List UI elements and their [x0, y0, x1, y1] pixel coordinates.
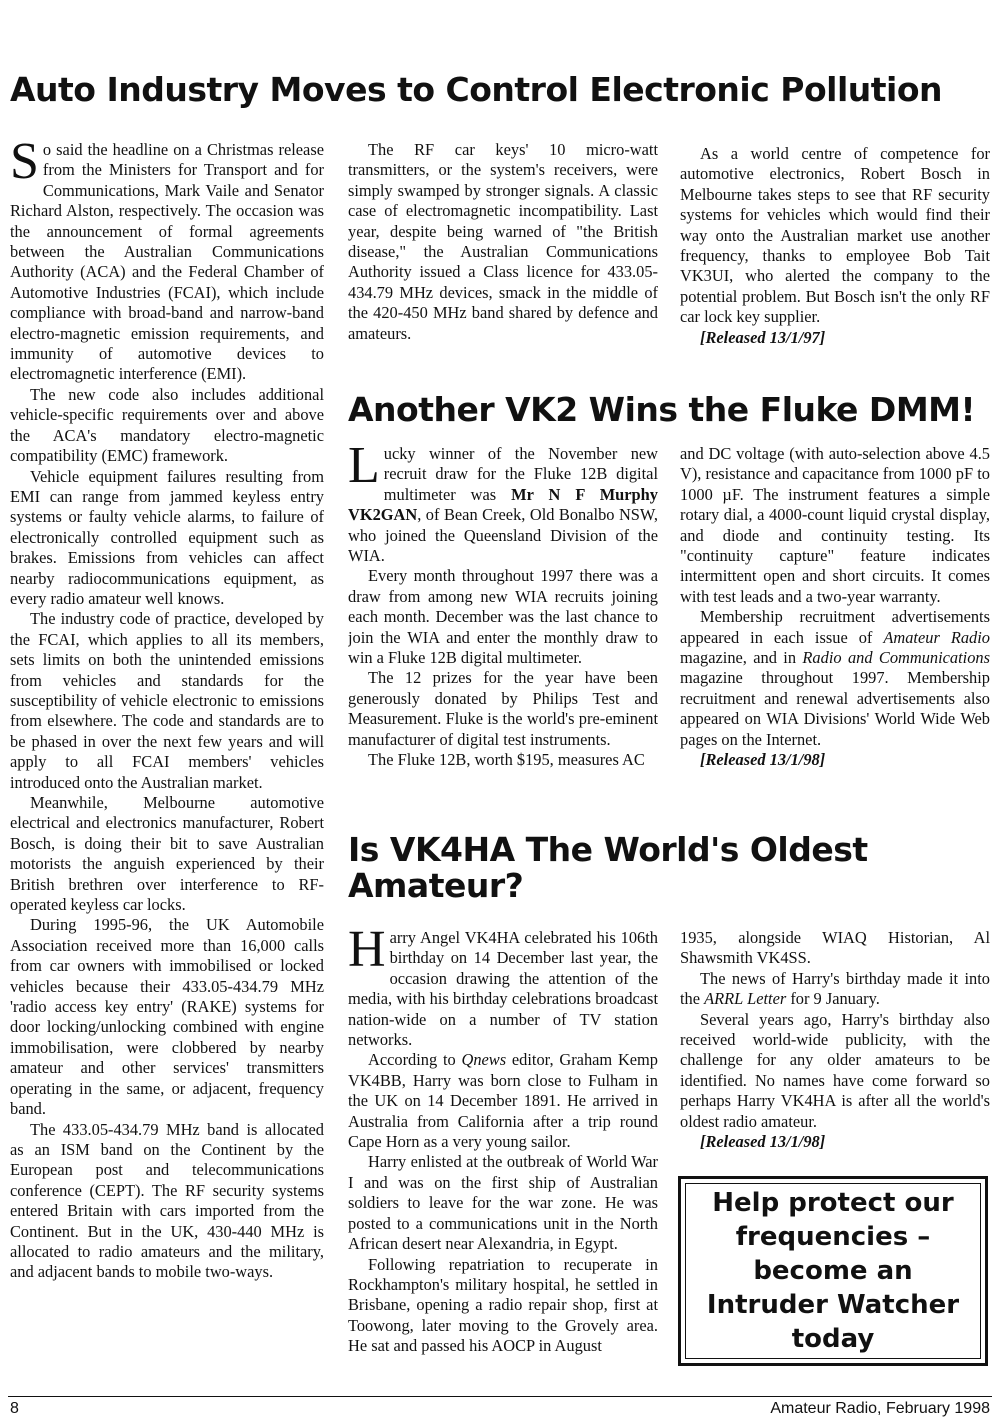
intruder-watcher-promo-box	[678, 1176, 988, 1366]
dropcap: H	[348, 928, 386, 978]
winner-name: Mr N F Murphy VK2GAN	[348, 484, 658, 525]
article1-paragraph: Meanwhile, Melbourne automotive electrical and electronics manufacturer, Robert Bosch, is doing their bit to save Australian motorists the anguish experienced by their British brethren over interference to RF-operated keyless car locks.	[10, 793, 324, 915]
promo-line: become an	[753, 1256, 913, 1286]
page-number: 8	[10, 1400, 19, 1417]
article2-paragraph: Membership recruitment advertisements appeared in each issue of Amateur Radio magazine, and in Radio and Communications magazine throughout 1997. Membership recruitment and renewal advertisements also appeared on WIA Divisions' World Wide Web pages on the Internet.	[680, 607, 990, 749]
article3-column-1	[348, 928, 658, 1368]
article2-paragraph: The 12 prizes for the year have been generously donated by Philips Test and Measurement. Fluke is the world's pre-eminent manufacturer of digital test instruments.	[348, 668, 658, 749]
release-date: [Released 13/1/98]	[700, 750, 826, 770]
article2-column-1	[348, 444, 658, 808]
article3-paragraph: 1935, alongside WIAQ Historian, Al Shawsmith VK4SS.	[680, 928, 990, 968]
article1-paragraph: As a world centre of competence for automotive electronics, Robert Bosch in Melbourne takes steps to see that RF security systems for vehicles which would find their way onto the Australian market use another frequency, thanks to employee Bob Tait VK3UI, who alerted the company to the potential problem. But Bosch isn't the only RF car lock key supplier.	[680, 144, 990, 327]
article3-title: Is VK4HA The World's Oldest Amateur?	[348, 830, 868, 905]
article1-paragraph: Vehicle equipment failures resulting from EMI can range from jammed keyless entry systems or faulty vehicle alarms, to failure of electronically controlled equipment such as brakes. Emissions from vehicles can affect nearby radiocommunications equipment, as every radio amateur well knows.	[10, 466, 324, 608]
article2-paragraph: Lucky winner of the November new recruit draw for the Fluke 12B digital multimeter was Mr N F Murphy VK2GAN, of Bean Creek, Old Bonalbo NSW, who joined the Queensland Division of the WIA.	[348, 444, 658, 566]
article1-column-3	[680, 144, 990, 364]
article1-paragraph: The 433.05-434.79 MHz band is allocated as an ISM band on the Continent by the European post and telecommunications conference (CEPT). The RF security systems entered Britain with cars imported from the Continent. But in the UK, 430-440 MHz is allocated to radio amateurs and the military, and adjacent bands to mobile two-ways.	[10, 1119, 324, 1282]
article1-paragraph: So said the headline on a Christmas release from the Ministers for Transport and for Communications, Mark Vaile and Senator Richard Alston, respectively. The occasion was the announcement of formal agreements between the Australian Communications Authority (ACA) and the Federal Chamber of Automotive Industries (FCAI), which include compliance with broad-band and narrow-band electro-magnetic emission requirements, and immunity of automotive devices to electromagnetic interference (EMI).	[10, 140, 324, 384]
dropcap: L	[348, 444, 380, 494]
article2-column-2	[680, 444, 990, 808]
promo-line: Help protect our	[712, 1188, 954, 1218]
article3-paragraph: The news of Harry's birthday made it into the ARRL Letter for 9 January.	[680, 968, 990, 1009]
article1-title: Auto Industry Moves to Control Electronic Pollution	[10, 70, 943, 109]
article2-title: Another VK2 Wins the Fluke DMM!	[348, 390, 976, 429]
publication-footer: Amateur Radio, February 1998	[770, 1400, 990, 1417]
article3-paragraph: Harry Angel VK4HA celebrated his 106th birthday on 14 December last year, the occasion drawing the attention of the media, with his birthday celebrations broadcast nation-wide on a number of TV station networks.	[348, 928, 658, 1050]
article3-paragraph: Several years ago, Harry's birthday also received world-wide publicity, with the challenge for any older amateurs to be identified. No names have come forward so perhaps Harry VK4HA is after all the world's oldest radio amateur.	[680, 1009, 990, 1131]
dropcap: S	[10, 140, 39, 190]
article3-paragraph: According to Qnews editor, Graham Kemp VK4BB, Harry was born close to Fulham in the UK on 14 December 1891. He arrived in Australia from California after a trip round Cape Horn as a very young sailor.	[348, 1050, 658, 1152]
article3-column-2	[680, 928, 990, 1164]
article1-paragraph: During 1995-96, the UK Automobile Association received more than 16,000 calls from car owners with immobilised or locked vehicles because their 433.05-434.79 MHz 'radio access key entry' (RAKE) systems for door locking/unlocking combined with engine immobilisation, were clobbered by nearby amateur and other services' transmitters operating in the same, or adjacent, frequency band.	[10, 915, 324, 1119]
article1-paragraph: The new code also includes additional vehicle-specific requirements over and above the ACA's mandatory electro-magnetic compatibility (EMC) framework.	[10, 384, 324, 466]
release-date: [Released 13/1/98]	[700, 1132, 826, 1152]
article1-column-2	[348, 140, 658, 364]
release-date: [Released 13/1/97]	[700, 327, 826, 347]
article3-paragraph: Harry enlisted at the outbreak of World War I and was on the first ship of Australian soldiers to leave for the war zone. He was posted to a communications unit in the North African desert near Alexandria, in Egypt.	[348, 1152, 658, 1254]
article2-paragraph: The Fluke 12B, worth $195, measures AC	[368, 750, 645, 770]
article2-paragraph: Every month throughout 1997 there was a draw from among new WIA recruits joining each month. December was the last chance to join the WIA and enter the monthly draw to win a Fluke 12B digital multimeter.	[348, 566, 658, 668]
promo-line: today	[791, 1324, 875, 1354]
footer-divider	[8, 1396, 992, 1397]
article1-paragraph: The RF car keys' 10 micro-watt transmitters, or the system's receivers, were simply swamped by stronger signals. A classic case of electromagnetic incompatibility. Last year, despite being warned of "the British disease," the Australian Communications Authority issued a Class licence for 433.05-434.79 MHz devices, smack in the middle of the 420-450 MHz band shared by defence and amateurs.	[348, 140, 658, 343]
article3-paragraph: Following repatriation to recuperate in Rockhampton's military hospital, he settled in Brisbane, opening a radio repair shop, first at Toowong, later moving to the Grovely area. He sat and passed his AOCP in August	[348, 1254, 658, 1356]
promo-line: frequencies –	[735, 1222, 931, 1252]
promo-text	[685, 1183, 981, 1359]
promo-line: Intruder Watcher	[706, 1290, 960, 1320]
article1-paragraph: The industry code of practice, developed by the FCAI, which applies to all its members, sets limits on both the unintended emissions from vehicles and standards for the susceptibility of vehicle electronic to emissions from elsewhere. The code and standards are to be phased in over the next few years and will apply to all FCAI members' vehicles introduced onto the Australian market.	[10, 609, 324, 792]
article2-paragraph: and DC voltage (with auto-selection above 4.5 V), resistance and capacitance from 1000 pF to 1000 µF. The instrument features a simple rotary dial, a 4000-count liquid crystal display, and diode and continuity testing. Its "continuity capture" feature indicates intermittent open and short circuits. It comes with test leads and a two-year warranty.	[680, 444, 990, 606]
article1-column-1	[10, 140, 324, 1368]
